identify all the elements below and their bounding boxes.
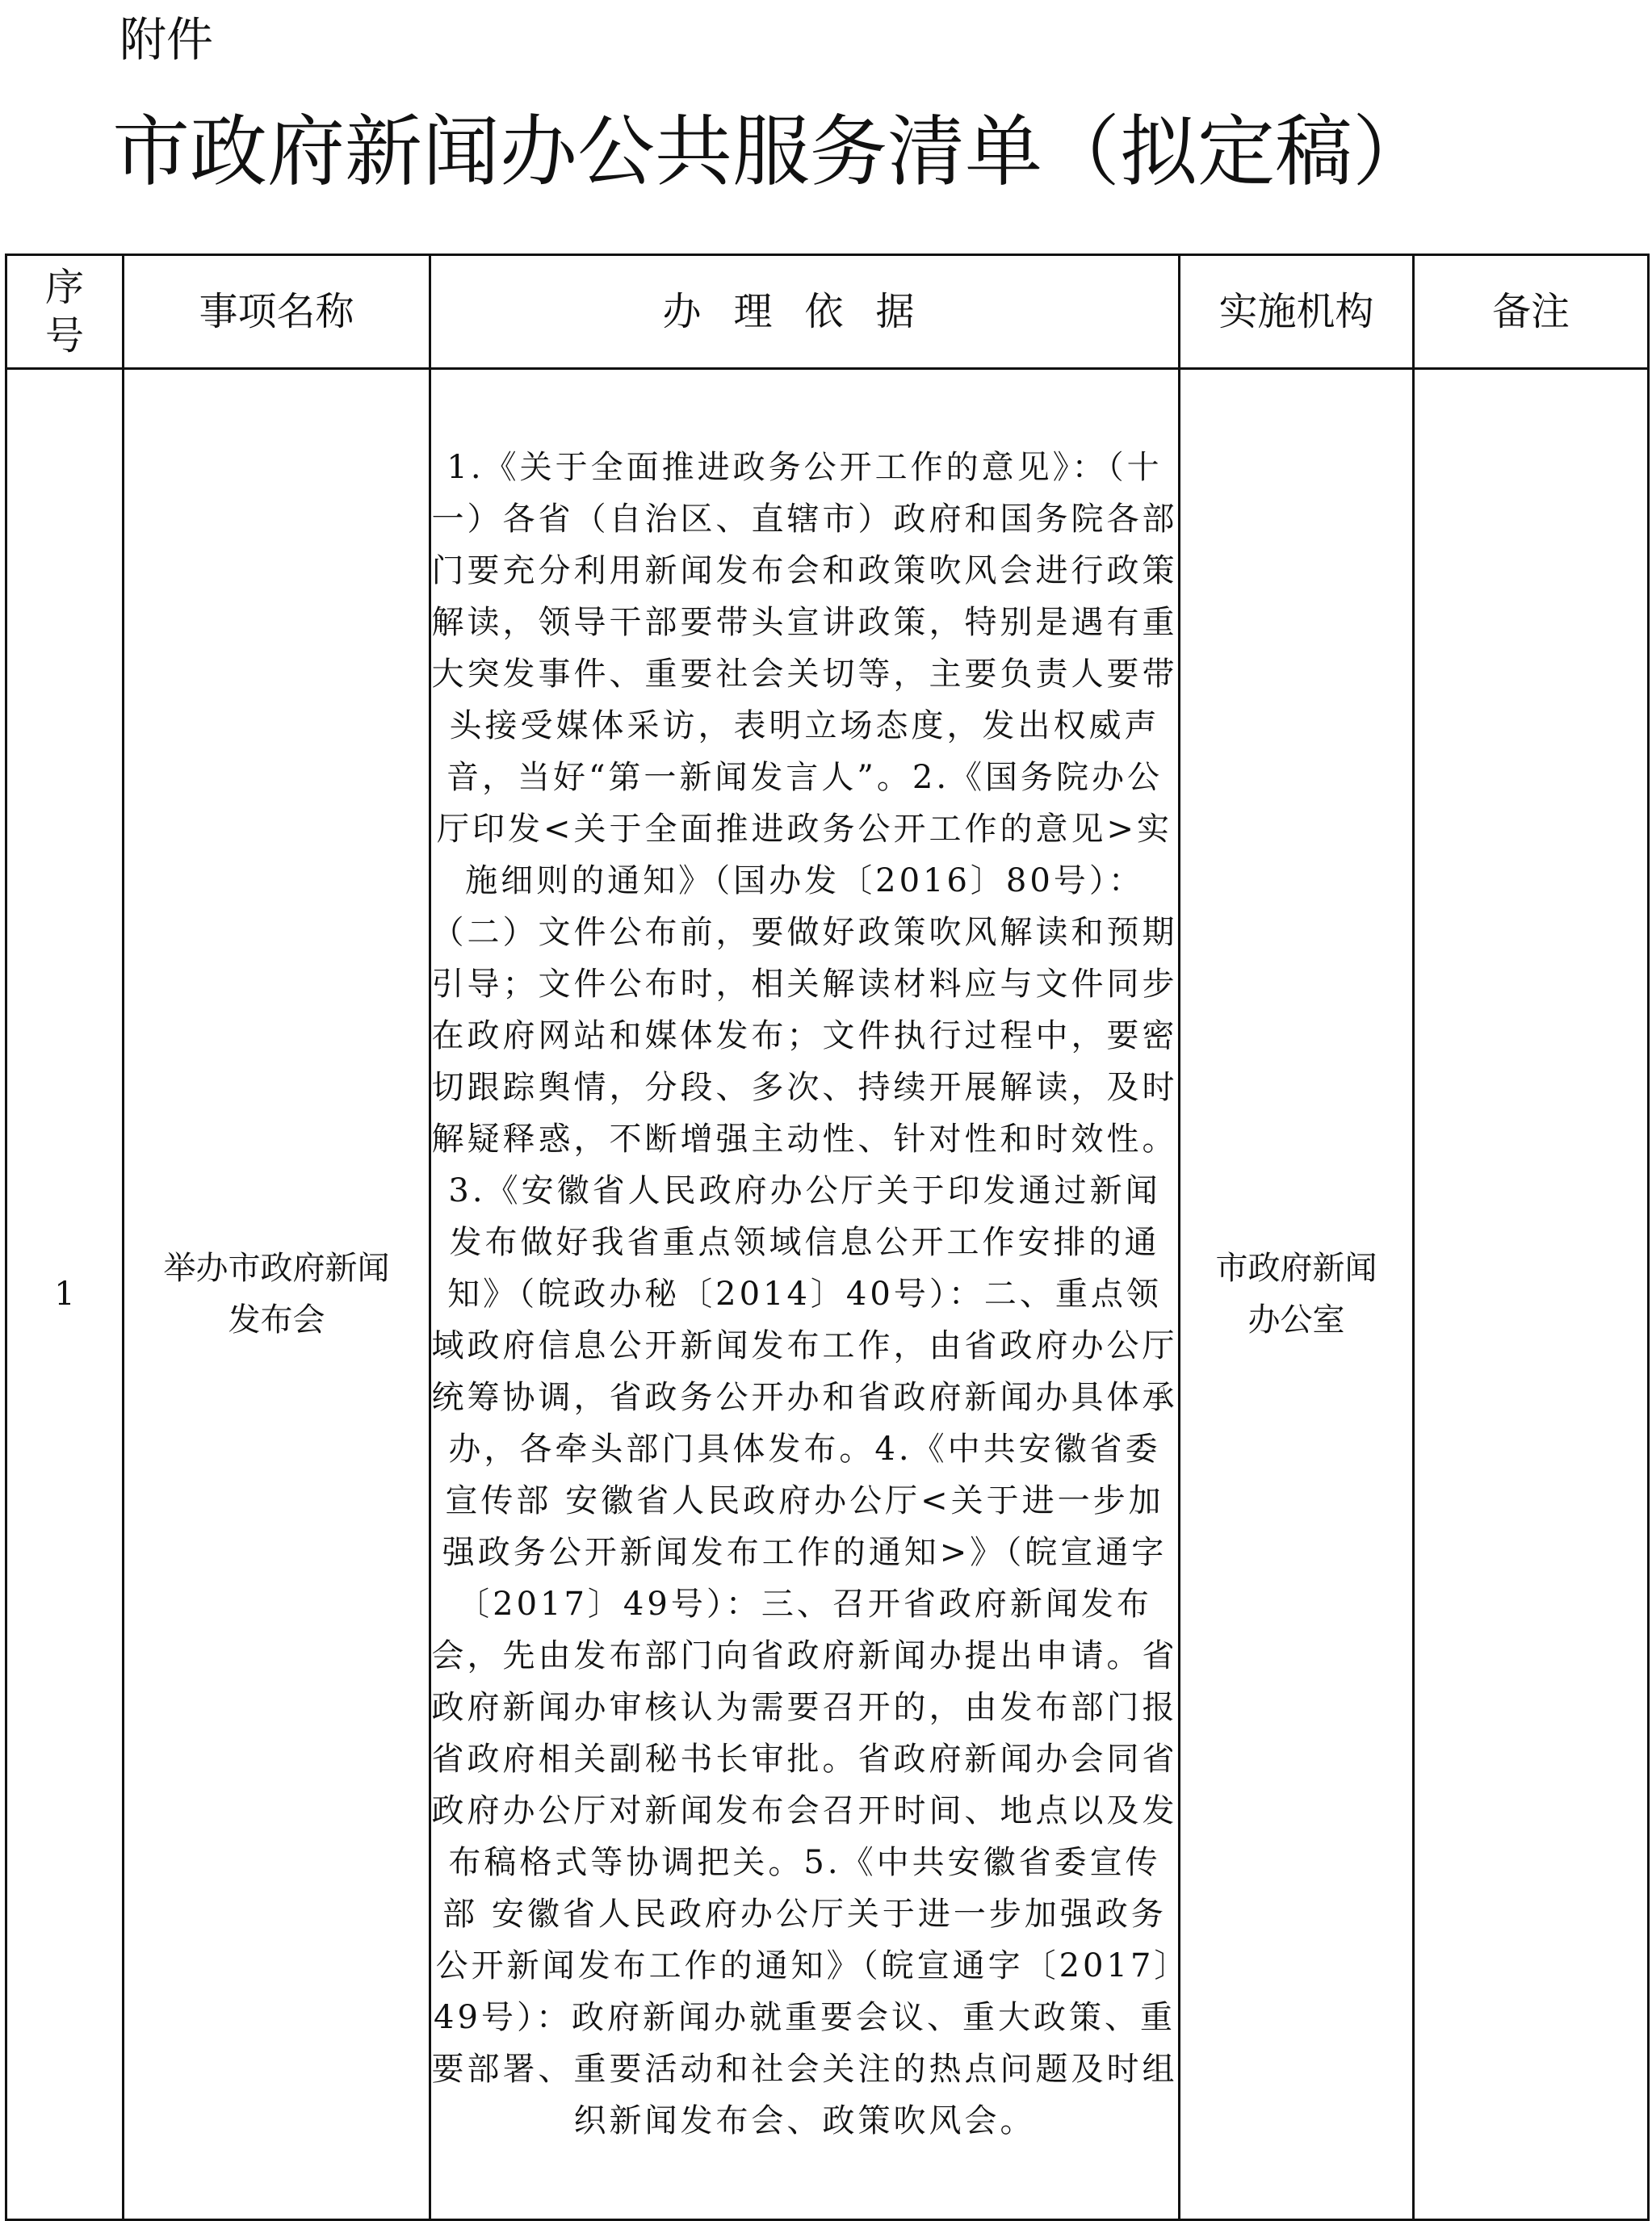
cell-agency [1180,369,1414,2220]
header-basis: 办理依据 [430,255,1180,369]
header-seq [6,255,124,369]
table-header-row [6,255,1649,369]
header-agency: 实施机构 [1180,255,1414,369]
agency-text: 市政府新闻办公室 [1215,1250,1377,1339]
attachment-label: 附件 [119,12,214,67]
cell-item-name [124,369,430,2220]
cell-basis: 1.《关于全面推进政务公开工作的意见》：（十一）各省（自治区、直辖市）政府和国务院各部门要充分利用新闻发布会和政策吹风会进行政策解读，领导干部要带头宣讲政策，特别是遇有重大突发事件、重要社会关切等，主要负责人要带头接受媒体采访，表明立场态度，发出权威声音，当好“第一新闻发言人”。2.《国务院办公厅印发<关于全面推进政务公开工作的意见>实施细则的通知》（国办发〔2016〕80号）：（二）文件公布前，要做好政策吹风解读和预期引导；文件公布时，相关解读材料应与文件同步在政府网站和媒体发布；文件执行过程中，要密切跟踪舆情，分段、多次、持续开展解读，及时解疑释惑，不断增强主动性、针对性和时效性。3.《安徽省人民政府办公厅关于印发通过新闻发布做好我省重点领域信息公开工作安排的通知》（皖政办秘〔2014〕40号）：二、重点领域政府信息公开新闻发布工作，由省政府办公厅统筹协调，省政务公开办和省政府新闻办具体承办，各牵头部门具体发布。4.《中共安徽省委宣传部 安徽省人民政府办公厅<关于进一步加强政务公开新闻发布工作的通知>》（皖宣通字〔2017〕49号）：三、召开省政府新闻发布会，先由发布部门向省政府新闻办提出申请。省政府新闻办审核认为需要召开的，由发布部门报省政府相关副秘书长审批。省政府新闻办会同省政府办公厅对新闻发布会召开时间、地点以及发布稿格式等协调把关。5.《中共安徽省委宣传部 安徽省人民政府办公厅关于进一步加强政务公开新闻发布工作的通知》（皖宣通字〔2017〕49号）：政府新闻办就重要会议、重大政策、重要部署、重要活动和社会关注的热点问题及时组织新闻发布会、政策吹风会。 [430,369,1180,2220]
header-seq-line1: 序 [44,265,84,310]
service-list-table [5,254,1650,2221]
cell-seq: 1 [6,369,124,2220]
item-name-text: 举办市政府新闻发布会 [163,1250,390,1339]
cell-remark [1414,369,1649,2220]
header-seq-line2: 号 [44,313,84,358]
page-title: 市政府新闻办公共服务清单（拟定稿） [112,107,1430,197]
header-remark: 备注 [1414,255,1649,369]
table-row [6,369,1649,2220]
header-item-name: 事项名称 [124,255,430,369]
